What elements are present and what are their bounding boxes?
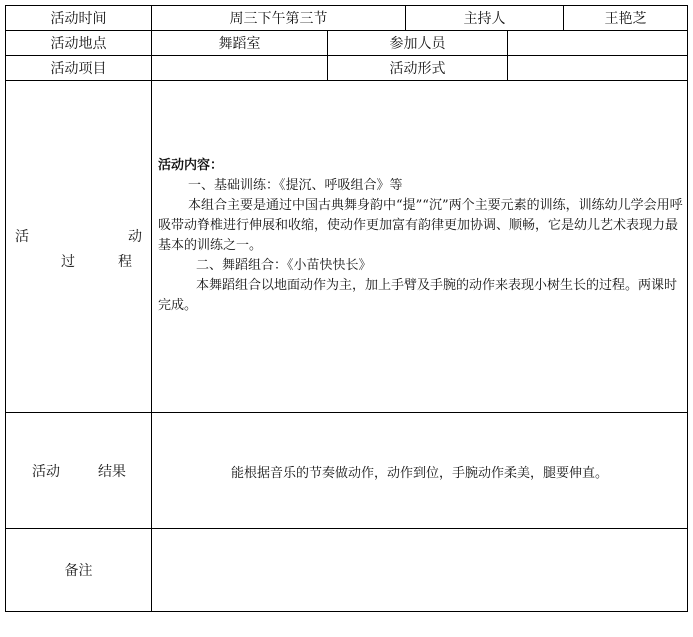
- activity-place-label: 活动地点: [50, 36, 107, 52]
- notes-value: [152, 529, 687, 611]
- host-value: 王艳芝: [604, 11, 647, 27]
- activity-time-label: 活动时间: [50, 11, 107, 27]
- activity-content: [158, 156, 683, 316]
- activity-place-value: 舞蹈室: [218, 36, 261, 52]
- notes-label: 备注: [64, 563, 93, 579]
- col-divider-label: [151, 5, 152, 612]
- section1-body: 本组合主要是通过中国古典舞身韵中“提”“沉”两个主要元素的训练，训练幼儿学会用呼吸带动脊椎进行伸展和收缩，使动作更加富有韵律更加协调、顺畅，它是幼儿艺术表现力最基本的训练之一。: [158, 198, 683, 253]
- table-border-right: [687, 5, 688, 612]
- section2-heading: 二、舞蹈组合：《小苗快快长》: [196, 258, 372, 273]
- activity-form-value: [508, 56, 687, 80]
- table-border-bottom: [5, 611, 688, 612]
- section1-heading: 一、基础训练：《提沉、呼吸组合》等: [188, 178, 403, 193]
- row-divider-4: [5, 412, 688, 413]
- process-label-char-3: 过: [61, 254, 75, 270]
- activity-item-value: [152, 56, 327, 80]
- section2-body: 本舞蹈组合以地面动作为主，加上手臂及手腕的动作来表现小树生长的过程。两课时完成。: [158, 278, 678, 313]
- activity-form-label: 活动形式: [389, 61, 446, 77]
- result-text: 能根据音乐的节奏做动作，动作到位，手腕动作柔美，腿要伸直。: [230, 465, 608, 481]
- result-label-part-2: 结果: [98, 464, 126, 480]
- participants-label: 参加人员: [389, 36, 446, 52]
- process-label-char-1: 活: [15, 229, 29, 245]
- participants-value: [508, 31, 687, 55]
- process-label-char-4: 程: [118, 254, 132, 270]
- activity-time-value: 周三下午第三节: [229, 11, 328, 27]
- row-divider-3: [5, 80, 688, 81]
- activity-item-label: 活动项目: [50, 61, 107, 77]
- process-label-char-2: 动: [128, 229, 142, 245]
- table-border-left: [5, 5, 6, 612]
- result-label-part-1: 活动: [32, 464, 60, 480]
- content-title: 活动内容：: [158, 158, 224, 173]
- host-label: 主持人: [463, 11, 506, 27]
